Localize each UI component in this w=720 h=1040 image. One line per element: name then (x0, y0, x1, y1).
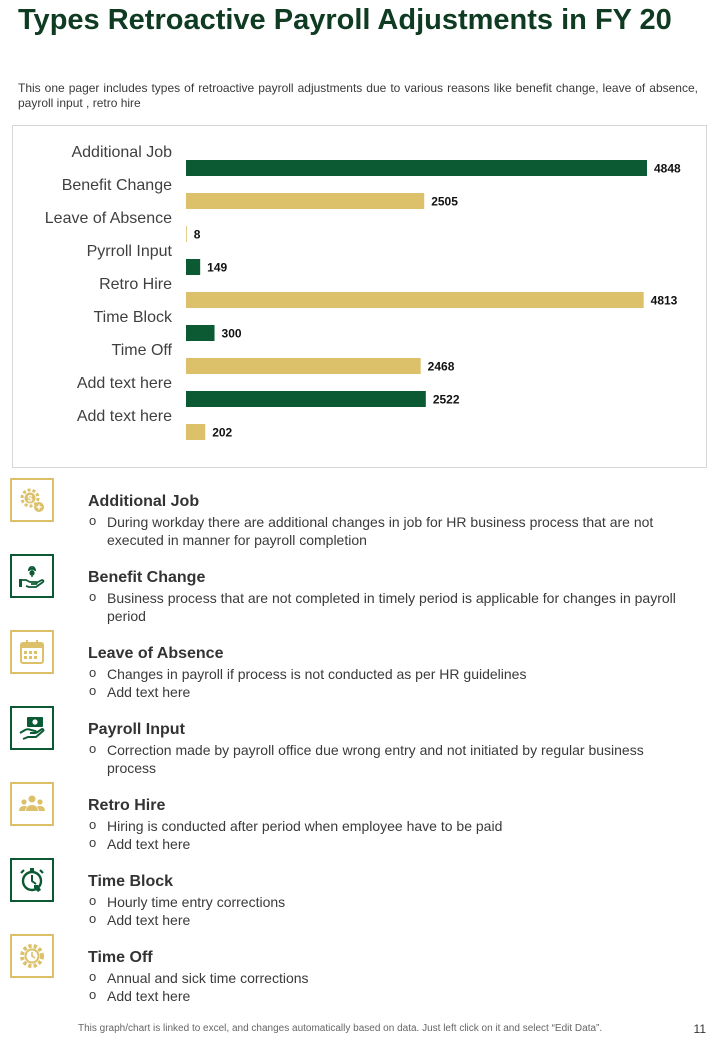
bar (186, 391, 426, 407)
item-additional-job (10, 478, 700, 554)
bullet-item: o During workday there are additional changes in job for HR business process that are not executed in manner for payroll completion (88, 513, 678, 549)
hand-money-icon (10, 706, 54, 750)
bar (186, 424, 205, 440)
team-icon (10, 782, 54, 826)
calendar-icon (10, 630, 54, 674)
category-label: Add text here (76, 375, 172, 392)
item-bullets (88, 817, 678, 853)
item-title: Leave of Absence (88, 645, 224, 662)
item-leave-of-absence (10, 630, 700, 706)
item-bullets (88, 513, 678, 549)
item-time-block (10, 858, 700, 934)
item-time-off (10, 934, 700, 1010)
value-label: 4848 (654, 161, 681, 176)
item-benefit-change (10, 554, 700, 630)
value-label: 2505 (431, 194, 458, 209)
item-title: Retro Hire (88, 797, 166, 814)
category-label: Retro Hire (99, 276, 172, 293)
item-bullets (88, 741, 678, 777)
bullet-item: o Correction made by payroll office due wrong entry and not initiated by regular business process (88, 741, 678, 777)
item-title: Additional Job (88, 493, 200, 510)
bar (186, 358, 421, 374)
category-label: Time Off (111, 342, 172, 359)
bar-chart (12, 125, 707, 468)
category-label: Pyrroll Input (86, 243, 172, 260)
item-bullets (88, 589, 678, 625)
bar (186, 259, 200, 275)
category-label: Benefit Change (61, 177, 172, 194)
item-bullets (88, 969, 678, 1005)
value-label: 149 (207, 260, 228, 275)
category-label: Add text here (76, 408, 172, 425)
value-label: 2468 (427, 359, 455, 374)
bar (186, 292, 644, 308)
bar (186, 193, 424, 209)
dollar-gear-icon (10, 478, 54, 522)
bullet-item: o Changes in payroll if process is not conducted as per HR guidelines (88, 665, 678, 683)
bullet-item: o Add text here (88, 987, 678, 1005)
bar (186, 325, 215, 341)
gear-clock-icon (10, 934, 54, 978)
bullet-item: o Hourly time entry corrections (88, 893, 678, 911)
value-label: 300 (221, 326, 242, 341)
svg-text:$: $ (27, 493, 33, 504)
bar-chart-svg (13, 126, 708, 469)
page-number: 11 (693, 1022, 706, 1036)
bullet-item: o Add text here (88, 683, 678, 701)
value-label: 8 (193, 227, 201, 242)
bullet-item: o Add text here (88, 835, 678, 853)
bar (186, 160, 647, 176)
category-label: Leave of Absence (44, 210, 172, 227)
item-title: Time Off (88, 949, 153, 966)
value-label: 202 (212, 425, 233, 440)
bullet-item: o Add text here (88, 911, 678, 929)
page-subtitle: This one pager includes types of retroactive payroll adjustments due to various reasons like benefit change, leave of absence, payroll input , retro hire (18, 81, 698, 110)
value-label: 4813 (650, 293, 678, 308)
item-bullets (88, 665, 678, 701)
item-payroll-input (10, 706, 700, 782)
hand-plant-icon (10, 554, 54, 598)
value-label: 2522 (432, 392, 460, 407)
category-label: Time Block (93, 309, 172, 326)
category-label: Additional Job (71, 144, 172, 161)
item-title: Time Block (88, 873, 174, 890)
item-bullets (88, 893, 678, 929)
bar (186, 226, 187, 242)
bullet-item: o Business process that are not completed in timely period is applicable for changes in payroll period (88, 589, 678, 625)
stopwatch-icon (10, 858, 54, 902)
item-title: Payroll Input (88, 721, 185, 738)
footer-note: This graph/chart is linked to excel, and changes automatically based on data. Just left click on it and select “Edit Data”. (78, 1023, 603, 1034)
bullet-item: o Annual and sick time corrections (88, 969, 678, 987)
page-title: Types Retroactive Payroll Adjustments in FY 20 (18, 4, 672, 36)
bullet-item: o Hiring is conducted after period when employee have to be paid (88, 817, 678, 835)
item-title: Benefit Change (88, 569, 206, 586)
item-retro-hire (10, 782, 700, 858)
